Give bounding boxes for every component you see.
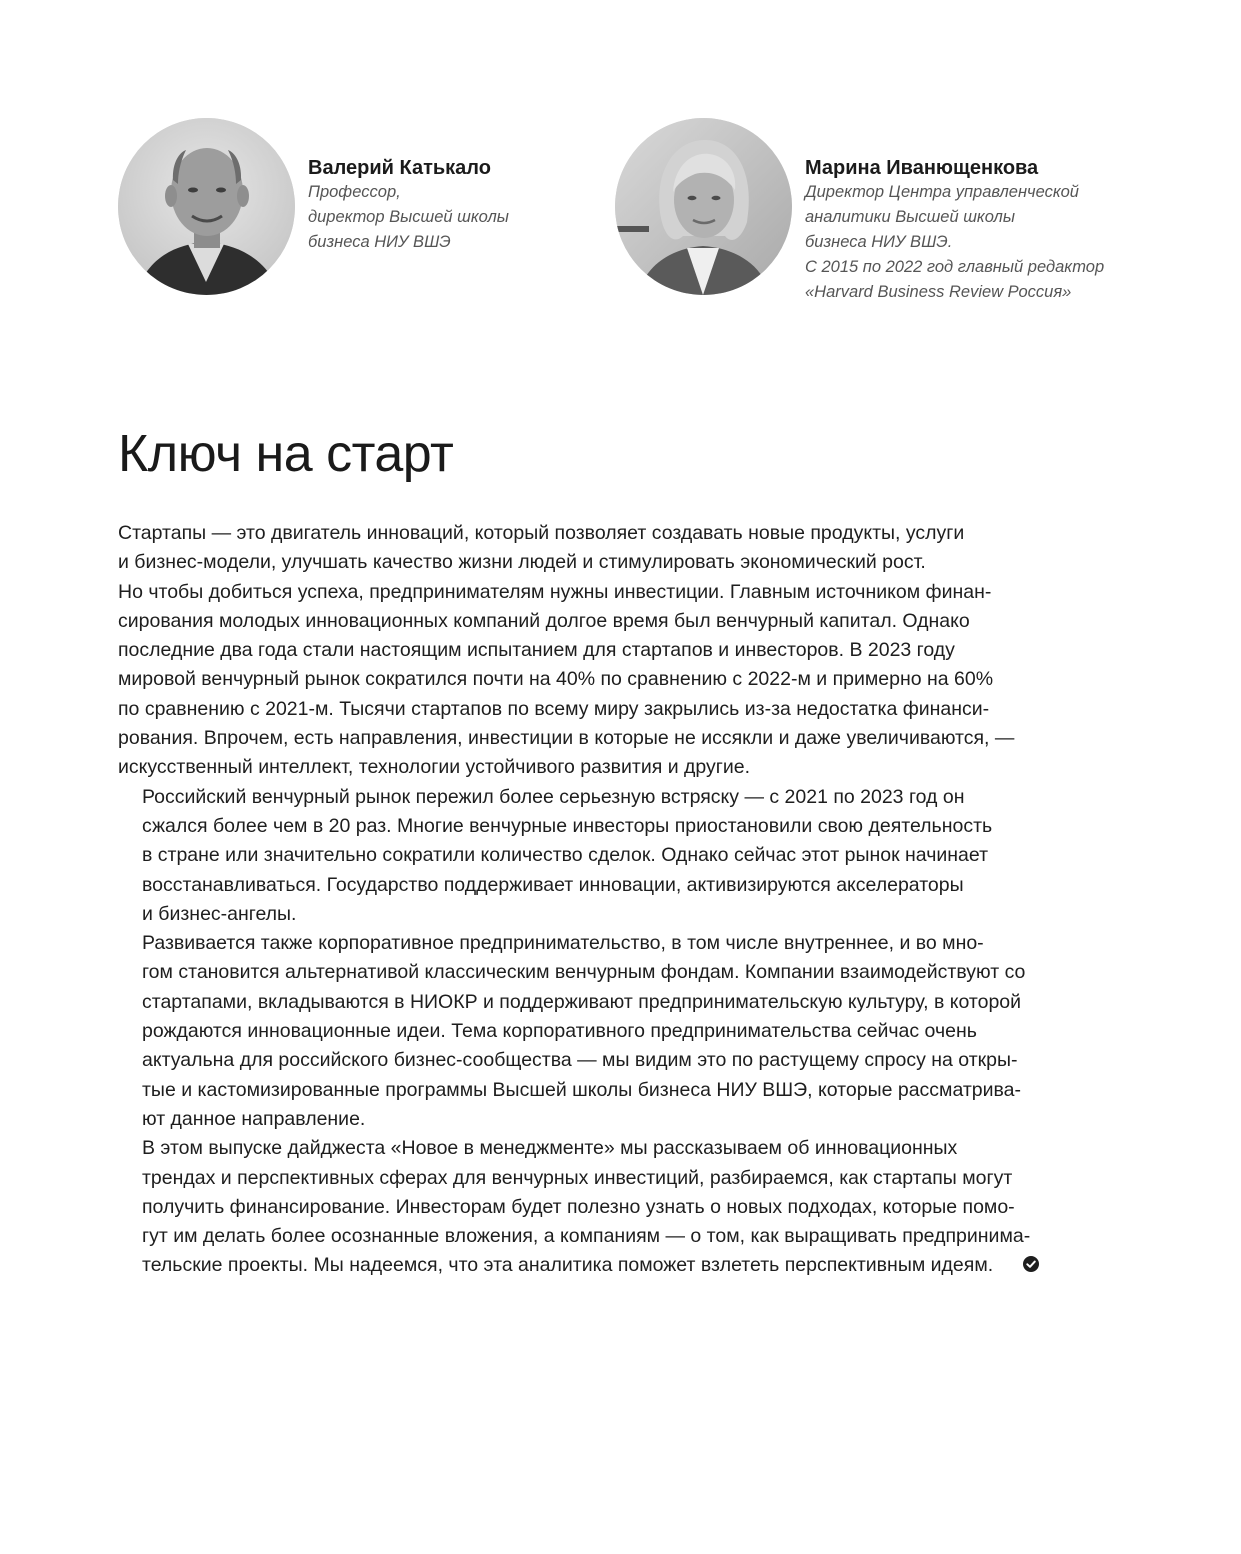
- text-line: и бизнес-модели, улучшать качество жизни людей и стимулировать экономический рост.: [118, 551, 926, 574]
- text-line: стартапами, вкладываются в НИОКР и поддерживают предпринимательскую культуру, в которой: [142, 990, 1022, 1013]
- role-line: директор Высшей школы: [308, 208, 509, 226]
- text-line: [118, 1251, 1108, 1281]
- check-circle-icon: [999, 1252, 1039, 1281]
- text-line: Развивается также корпоративное предпринимательство, в том числе внутреннее, и во мно-: [142, 932, 984, 955]
- author-card: [615, 118, 1104, 305]
- role-line: «Harvard Business Review Россия»: [805, 283, 1072, 301]
- paragraph: [118, 519, 1108, 783]
- role-line: бизнеса НИУ ВШЭ: [308, 233, 451, 251]
- text-line: получить финансирование. Инвесторам будет полезно узнать о новых подходах, которые помо-: [142, 1195, 1015, 1218]
- author-role: [308, 180, 509, 255]
- text-line: Российский венчурный рынок пережил более серьезную встряску — с 2021 по 2023 год он: [142, 785, 965, 808]
- author-name: Марина Иванющенкова: [805, 157, 1039, 179]
- portrait-illustration: [118, 118, 295, 295]
- text-line: рования. Впрочем, есть направления, инвестиции в которые не иссякли и даже увеличиваются, —: [118, 727, 1015, 750]
- role-line: аналитики Высшей школы: [805, 208, 1015, 226]
- text-line: сирования молодых инновационных компаний долгое время был венчурный капитал. Однако: [118, 609, 970, 632]
- last-line-text: тельские проекты. Мы надеемся, что эта аналитика поможет взлететь перспективным идеям.: [142, 1254, 994, 1277]
- text-line: ют данное направление.: [142, 1107, 366, 1130]
- text-line: В этом выпуске дайджеста «Новое в менеджменте» мы рассказываем об инновационных: [142, 1137, 958, 1160]
- text-line: Стартапы — это двигатель инноваций, который позволяет создавать новые продукты, услуги: [118, 522, 965, 544]
- paragraph: [118, 1134, 1108, 1281]
- paragraph: [118, 783, 1108, 929]
- text-line: по сравнению с 2021-м. Тысячи стартапов по всему миру закрылись из-за недостатка финанси-: [118, 697, 990, 720]
- author-name: Валерий Катькало: [308, 157, 491, 179]
- text-line: в стране или значительно сократили количество сделок. Однако сейчас этот рынок начинает: [142, 844, 989, 867]
- portrait-illustration: [615, 118, 792, 295]
- text-line: сжался более чем в 20 раз. Многие венчурные инвесторы приостановили свою деятельность: [142, 814, 993, 837]
- role-line: Директор Центра управленческой: [805, 183, 1079, 201]
- text-line: тые и кастомизированные программы Высшей школы бизнеса НИУ ВШЭ, которые рассматрива-: [142, 1078, 1022, 1101]
- role-line: бизнеса НИУ ВШЭ.: [805, 233, 953, 251]
- text-line: искусственный интеллект, технологии устойчивого развития и другие.: [118, 756, 751, 779]
- author-card: [118, 118, 509, 295]
- article-body: [118, 519, 1108, 1282]
- author-photo: [118, 118, 295, 295]
- text-line: восстанавливаться. Государство поддерживает инновации, активизируются акселераторы: [142, 873, 964, 896]
- text-line: гут им делать более осознанные вложения, а компаниям — о том, как выращивать предпринима-: [142, 1225, 1031, 1248]
- paragraph: [118, 929, 1108, 1134]
- role-line: С 2015 по 2022 год главный редактор: [805, 258, 1105, 276]
- text-line: мировой венчурный рынок сократился почти на 40% по сравнению с 2022-м и примерно на 60%: [118, 668, 994, 691]
- text-line: последние два года стали настоящим испытанием для стартапов и инвесторов. В 2023 году: [118, 639, 955, 662]
- author-photo: [615, 118, 792, 295]
- article-title: Ключ на старт: [118, 425, 454, 483]
- text-line: трендах и перспективных сферах для венчурных инвестиций, разбираемся, как стартапы могут: [142, 1166, 1013, 1189]
- text-line: гом становится альтернативой классическим венчурным фондам. Компании взаимодействуют со: [142, 961, 1026, 984]
- text-line: актуальна для российского бизнес-сообщества — мы видим это по растущему спросу на откры-: [142, 1049, 1018, 1072]
- text-line: и бизнес-ангелы.: [142, 902, 297, 925]
- author-role: [805, 180, 1104, 305]
- text-line: рождаются инновационные идеи. Тема корпоративного предпринимательства сейчас очень: [142, 1020, 977, 1043]
- text-line: Но чтобы добиться успеха, предпринимателям нужны инвестиции. Главным источником финан-: [118, 580, 992, 603]
- role-line: Профессор,: [308, 183, 401, 201]
